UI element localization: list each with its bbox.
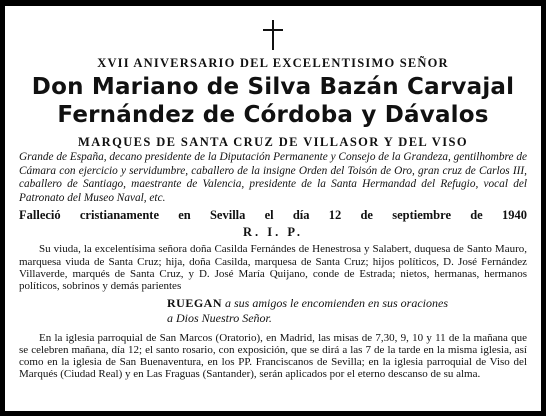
masses-paragraph: En la iglesia parroquial de San Marcos (Oratorio), en Madrid, las misas de 7,30, 9, 10 y 11 de la mañana que se celebren mañana, día 12; el santo rosario, con exposición, que se dirá a las 7 de la tarde en la misma iglesia, así como en la iglesia de San Buenaventura, en los PP. Franciscanos de Sevilla; en la iglesia parroquial de Viso del Marqués (Ciudad Real) y en Las Fraguas (Santander), serán aplicados por el eterno descanso de su alma.	[19, 331, 527, 381]
latin-cross-icon	[260, 20, 286, 50]
anniversary-heading: XVII ANIVERSARIO DEL EXCELENTISIMO SEÑOR	[97, 56, 449, 70]
death-line-word: día	[292, 208, 310, 223]
death-line-word: en	[178, 208, 191, 223]
death-line-word: el	[264, 208, 274, 223]
death-line	[19, 208, 527, 223]
prayer-request-text-2: a Dios Nuestro Señor.	[167, 310, 272, 325]
death-line-word: cristianamente	[79, 208, 160, 223]
family-paragraph: Su viuda, la excelentísima señora doña Casilda Fernándes de Henestrosa y Salabert, duquesa de Santo Mauro, marquesa viuda de Santa Cruz; hija, doña Casilda, marquesa de Santa Cruz; hijos políticos, D. José Fernández Villaverde, marqués de Santa Cruz, y D. José María Quijano, conde de Estrada; nietos, hermanas, hermanos políticos, sobrinos y demás parientes	[19, 243, 527, 293]
death-line-word: Falleció	[19, 208, 61, 223]
death-line-word: 12	[328, 208, 342, 223]
prayer-request-text-1: a sus amigos le encomienden en sus oraciones	[225, 295, 448, 310]
rip-line: R. I. P.	[242, 225, 303, 240]
death-line-word: septiembre	[392, 208, 451, 223]
deceased-name-line-1: Don Mariano de Silva Bazán Carvajal	[31, 74, 515, 100]
death-line-word: de	[470, 208, 483, 223]
death-line-word: Sevilla	[209, 208, 246, 223]
death-line-word: de	[360, 208, 373, 223]
obituary-notice	[5, 6, 541, 411]
noble-title: MARQUES DE SANTA CRUZ DE VILLASOR Y DEL VISO	[78, 135, 468, 149]
deceased-name-line-2: Fernández de Córdoba y Dávalos	[57, 102, 489, 128]
ruegan-word: RUEGAN	[167, 295, 223, 310]
death-line-word: 1940	[501, 208, 527, 223]
honors-paragraph: Grande de España, decano presidente de la Diputación Permanente y Consejo de la Grandeza, gentilhombre de Cámara con ejercicio y servidumbre, caballero de la insigne Orden del Toisón de Oro, gran cruz de Carlos III, caballero de Santiago, maestrante de Valencia, presidente de la Santa Hermandad del Refugio, vocal del Patronato del Museo Naval, etc.	[19, 151, 527, 204]
prayer-request	[19, 296, 527, 326]
